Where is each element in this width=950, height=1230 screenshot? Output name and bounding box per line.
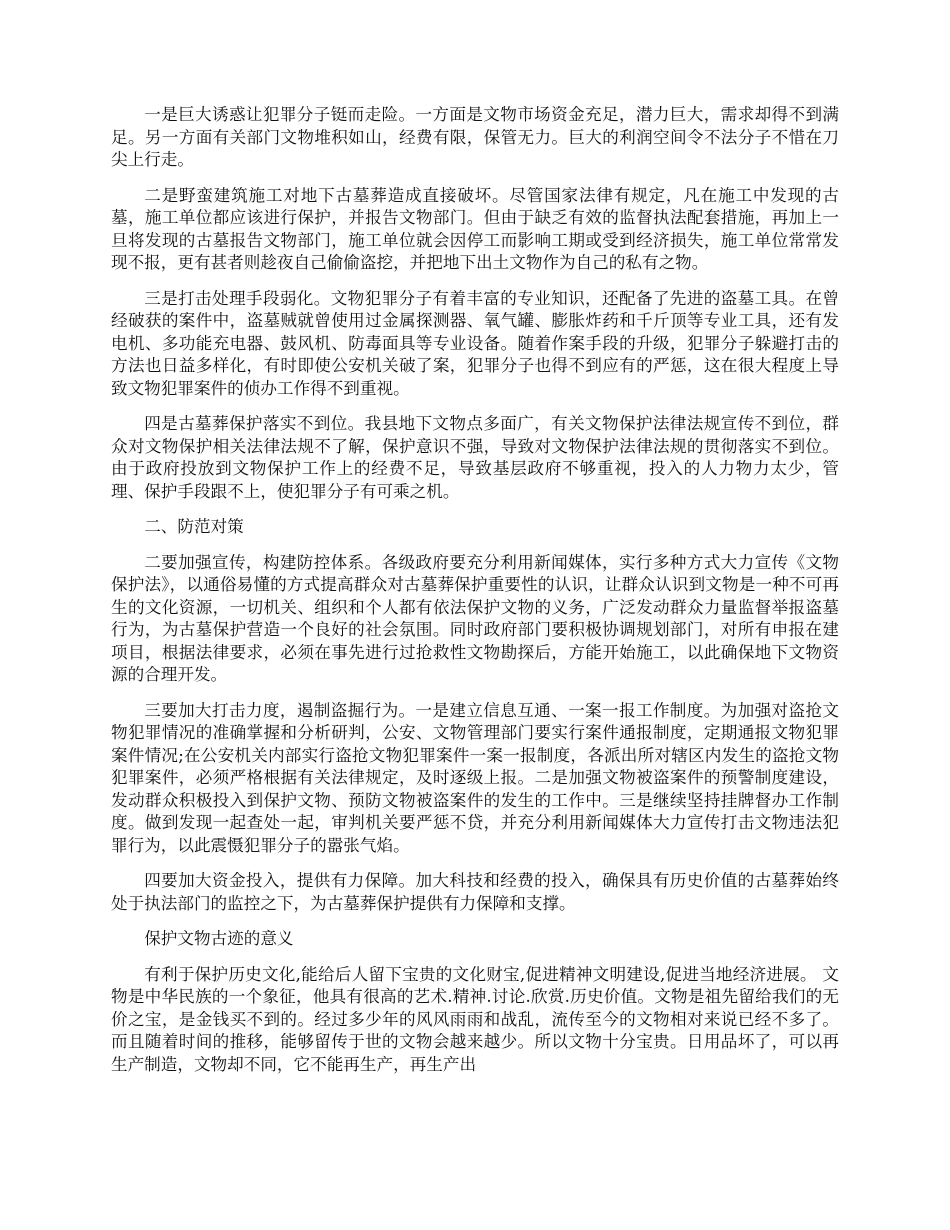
paragraph-significance: 有利于保护历史文化,能给后人留下宝贵的文化财宝,促进精神文明建设,促进当地经济进展。 文物是中华民族的一个象征，他具有很高的艺术.精神.讨论.欣赏.历史价值。文物是祖先留给我们的无价之宝，是金钱买不到的。经过多少年的风风雨雨和战乱，流传至今的文物相对来说已经不多了。而且随着时间的推移，能够留传于世的文物会越来越少。所以文物十分宝贵。日用品坏了，可以再生产制造，文物却不同，它不能再生产，再生产出 — [111, 964, 839, 1074]
paragraph-temptation: 一是巨大诱惑让犯罪分子铤而走险。一方面是文物市场资金充足，潜力巨大，需求却得不到满足。另一方面有关部门文物堆积如山，经费有限，保管无力。巨大的利润空间令不法分子不惜在刀尖上行走。 — [111, 105, 839, 169]
paragraph-publicity: 二要加强宣传，构建防控体系。各级政府要充分利用新闻媒体，实行多种方式大力宣传《文物保护法》，以通俗易懂的方式提高群众对古墓葬保护重要性的认识，让群众认识到文物是一种不可再生的文化资源，一切机关、组织和个人都有依法保护文物的义务，广泛发动群众力量监督举报盗墓行为，为古墓保护营造一个良好的社会氛围。同时政府部门要积极协调规划部门，对所有申报在建项目，根据法律要求，必须在事先进行过抢救性文物勘探后，方能开始施工，以此确保地下文物资源的合理开发。 — [111, 552, 839, 684]
paragraph-construction-damage: 二是野蛮建筑施工对地下古墓葬造成直接破坏。尽管国家法律有规定，凡在施工中发现的古墓，施工单位都应该进行保护，并报告文物部门。但由于缺乏有效的监督执法配套措施，再加上一旦将发现的古墓报告文物部门，施工单位就会因停工而影响工期或受到经济损失，施工单位常常发现不报，更有甚者则趁夜自己偷偷盗挖，并把地下出土文物作为自己的私有之物。 — [111, 185, 839, 272]
paragraph-weak-enforcement: 三是打击处理手段弱化。文物犯罪分子有着丰富的专业知识，还配备了先进的盗墓工具。在曾经破获的案件中，盗墓贼就曾使用过金属探测器、氧气罐、膨胀炸药和千斤顶等专业工具，还有发电机、多功能充电器、鼓风机、防毒面具等专业设备。随着作案手段的升级，犯罪分子躲避打击的方法也日益多样化，有时即使公安机关破了案，犯罪分子也得不到应有的严惩，这在很大程度上导致文物犯罪案件的侦办工作得不到重视。 — [111, 288, 839, 398]
document-body — [111, 104, 839, 1089]
section-heading-countermeasures: 二、防范对策 — [144, 517, 244, 536]
paragraph-funding: 四要加大资金投入，提供有力保障。加大科技和经费的投入，确保具有历史价值的古墓葬始终处于执法部门的监控之下，为古墓葬保护提供有力保障和支撑。 — [111, 871, 839, 913]
paragraph-protection-gaps: 四是古墓葬保护落实不到位。我县地下文物点多面广，有关文物保护法律法规宣传不到位，群众对文物保护相关法律法规不了解，保护意识不强，导致对文物保护法律法规的贯彻落实不到位。由于政府投放到文物保护工作上的经费不足，导致基层政府不够重视，投入的人力物力太少，管理、保护手段跟不上，使犯罪分子有可乘之机。 — [111, 414, 839, 501]
paragraph-crackdown: 三要加大打击力度，遏制盗掘行为。一是建立信息互通、一案一报工作制度。为加强对盗抢文物犯罪情况的准确掌握和分析研判，公安、文物管理部门要实行案件通报制度，定期通报文物犯罪案件情况;在公安机关内部实行盗抢文物犯罪案件一案一报制度，各派出所对辖区内发生的盗抢文物犯罪案件，必须严格根据有关法律规定，及时逐级上报。二是加强文物被盗案件的预警制度建设，发动群众积极投入到保护文物、预防文物被盗案件的发生的工作中。三是继续坚持挂牌督办工作制度。做到发现一起查处一起，审判机关要严惩不贷，并充分利用新闻媒体大力宣传打击文物违法犯罪行为，以此震慑犯罪分子的嚣张气焰。 — [111, 700, 839, 855]
section-heading-significance: 保护文物古迹的意义 — [144, 929, 294, 948]
